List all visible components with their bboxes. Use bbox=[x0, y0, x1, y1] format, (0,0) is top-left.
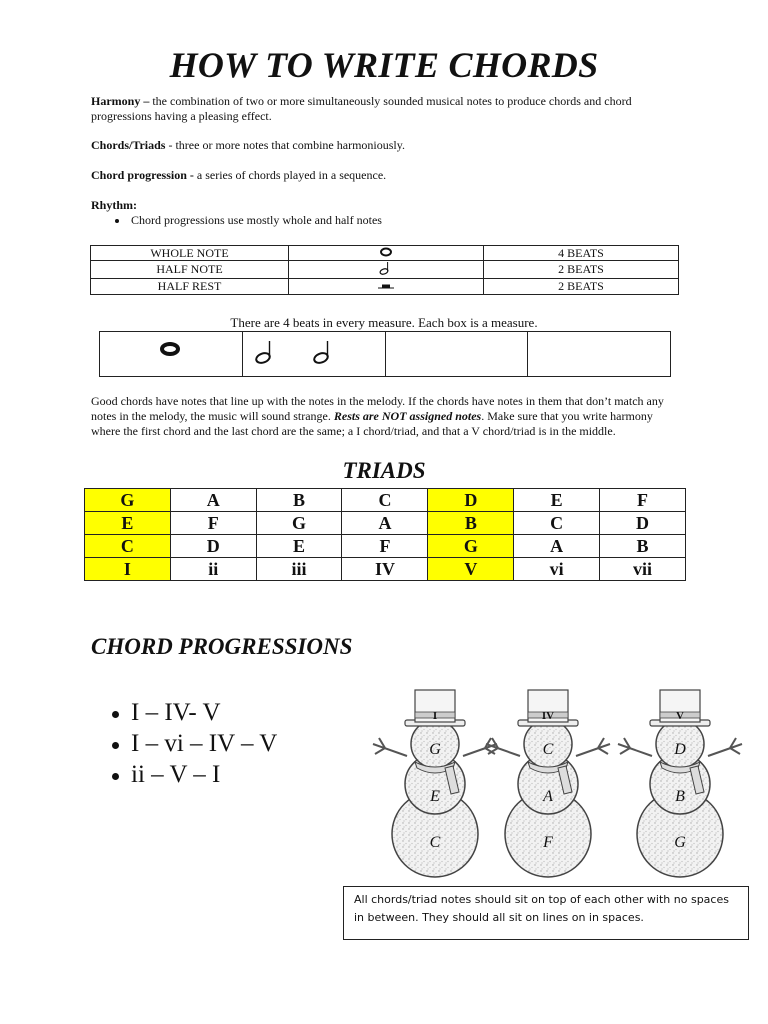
bottom-note: F bbox=[543, 834, 553, 851]
whole-note-icon bbox=[289, 246, 484, 261]
triad-cell: B bbox=[428, 512, 514, 535]
harmony-definition bbox=[91, 94, 681, 124]
triad-cell: F bbox=[600, 489, 686, 512]
triads-term: Chords/Triads bbox=[91, 138, 166, 152]
triad-cell: C bbox=[85, 535, 171, 558]
table-row bbox=[85, 558, 686, 581]
middle-note: E bbox=[430, 788, 440, 805]
arm-icon bbox=[373, 738, 407, 756]
progression-text: I – vi – IV – V bbox=[131, 730, 278, 757]
note-beats: 2 BEATS bbox=[484, 261, 679, 279]
rests-emphasis: Rests are NOT assigned notes bbox=[333, 409, 482, 423]
measure-box bbox=[528, 332, 670, 376]
bottom-note: G bbox=[674, 834, 686, 851]
bottom-note: C bbox=[429, 834, 441, 851]
rhythm-bullet bbox=[115, 213, 705, 228]
note-beats: 4 BEATS bbox=[484, 246, 679, 261]
harmony-text: the combination of two or more simultaneously sounded musical notes to produce chords and chord progressions having a pleasing effect. bbox=[91, 94, 632, 123]
hat-label: V bbox=[676, 710, 684, 722]
half-note-icon bbox=[255, 340, 277, 364]
half-note-icon bbox=[313, 340, 335, 364]
progressions-title: CHORD PROGRESSIONS bbox=[91, 634, 353, 659]
triad-cell: I bbox=[85, 558, 171, 581]
note-value-table bbox=[90, 245, 679, 295]
triads-definition bbox=[91, 138, 681, 153]
rhythm-term: Rhythm: bbox=[91, 198, 138, 212]
triad-cell: B bbox=[256, 489, 342, 512]
half-note-icon bbox=[289, 261, 484, 279]
measure-box bbox=[100, 332, 243, 376]
list-item bbox=[112, 728, 277, 759]
triad-cell: A bbox=[170, 489, 256, 512]
triad-cell: vi bbox=[514, 558, 600, 581]
chords-paragraph bbox=[91, 394, 683, 439]
triad-cell: F bbox=[170, 512, 256, 535]
triad-cell: C bbox=[514, 512, 600, 535]
snowman bbox=[373, 690, 497, 877]
bullet-icon bbox=[112, 773, 119, 780]
harmony-term: Harmony – bbox=[91, 94, 150, 108]
triads-table bbox=[84, 488, 686, 581]
triad-cell: ii bbox=[170, 558, 256, 581]
table-row bbox=[91, 261, 679, 279]
measure-box bbox=[243, 332, 386, 376]
progression-definition bbox=[91, 168, 681, 183]
table-row bbox=[85, 535, 686, 558]
triad-cell: D bbox=[600, 512, 686, 535]
snowmen-illustration bbox=[360, 684, 760, 880]
measure-boxes bbox=[99, 331, 671, 377]
triad-cell: F bbox=[342, 535, 428, 558]
triad-cell: V bbox=[428, 558, 514, 581]
note-beats: 2 BEATS bbox=[484, 279, 679, 295]
triad-cell: G bbox=[428, 535, 514, 558]
triad-cell: E bbox=[256, 535, 342, 558]
page-title: HOW TO WRITE CHORDS bbox=[169, 45, 599, 85]
note-name: HALF NOTE bbox=[91, 261, 289, 279]
whole-note-icon bbox=[160, 341, 180, 357]
measure-box bbox=[386, 332, 529, 376]
chords-paragraph-text-2: . Make sure that you write harmony where the first chord and the last chord are the same; a I chord/triad, and that a V chord/triad is in the middle. bbox=[91, 409, 653, 438]
rhythm-bullet-text: Chord progressions use mostly whole and half notes bbox=[131, 213, 382, 227]
triad-cell: D bbox=[170, 535, 256, 558]
hat-label: I bbox=[432, 710, 438, 722]
arm-icon bbox=[708, 738, 742, 756]
triad-cell: IV bbox=[342, 558, 428, 581]
progression-text: ii – V – I bbox=[131, 761, 221, 788]
top-note: G bbox=[429, 741, 441, 758]
bullet-icon bbox=[115, 219, 119, 223]
hat-label: IV bbox=[541, 710, 555, 722]
list-item bbox=[112, 759, 277, 790]
triad-cell: C bbox=[342, 489, 428, 512]
arm-icon bbox=[576, 738, 610, 756]
triad-cell: E bbox=[514, 489, 600, 512]
triad-cell: iii bbox=[256, 558, 342, 581]
note-name: WHOLE NOTE bbox=[91, 246, 289, 261]
top-note: D bbox=[674, 741, 686, 758]
instruction-box: All chords/triad notes should sit on top of each other with no spaces in between. They should all sit on lines on in spaces. bbox=[343, 886, 749, 940]
table-row bbox=[91, 246, 679, 261]
triad-cell: D bbox=[428, 489, 514, 512]
triad-cell: G bbox=[256, 512, 342, 535]
triad-cell: G bbox=[85, 489, 171, 512]
triads-text: - three or more notes that combine harmoniously. bbox=[165, 138, 405, 152]
table-row bbox=[85, 512, 686, 535]
triad-cell: A bbox=[514, 535, 600, 558]
snowman bbox=[486, 690, 610, 877]
note-name: HALF REST bbox=[91, 279, 289, 295]
chords-paragraph-text: Good chords have notes that line up with the notes in the melody. If the chords have notes in them that don’t match any notes in the melody, the music will sound strange. bbox=[91, 394, 664, 423]
triad-cell: E bbox=[85, 512, 171, 535]
triads-title: TRIADS bbox=[342, 458, 426, 483]
middle-note: B bbox=[675, 788, 685, 805]
middle-note: A bbox=[543, 788, 553, 805]
rhythm-heading bbox=[91, 198, 681, 213]
bullet-icon bbox=[112, 742, 119, 749]
triad-cell: vii bbox=[600, 558, 686, 581]
table-row bbox=[91, 279, 679, 295]
arm-icon bbox=[618, 738, 652, 756]
triad-cell: B bbox=[600, 535, 686, 558]
half-rest-icon bbox=[289, 279, 484, 295]
progression-term: Chord progression - bbox=[91, 168, 194, 182]
list-item bbox=[112, 697, 277, 728]
table-row bbox=[85, 489, 686, 512]
measure-caption: There are 4 beats in every measure. Each box is a measure. bbox=[230, 315, 538, 330]
progression-text: a series of chords played in a sequence. bbox=[193, 168, 387, 182]
progressions-list bbox=[112, 697, 277, 790]
top-note: C bbox=[542, 741, 554, 758]
bullet-icon bbox=[112, 711, 119, 718]
triad-cell: A bbox=[342, 512, 428, 535]
snowman bbox=[618, 690, 742, 877]
progression-text: I – IV- V bbox=[131, 699, 221, 726]
